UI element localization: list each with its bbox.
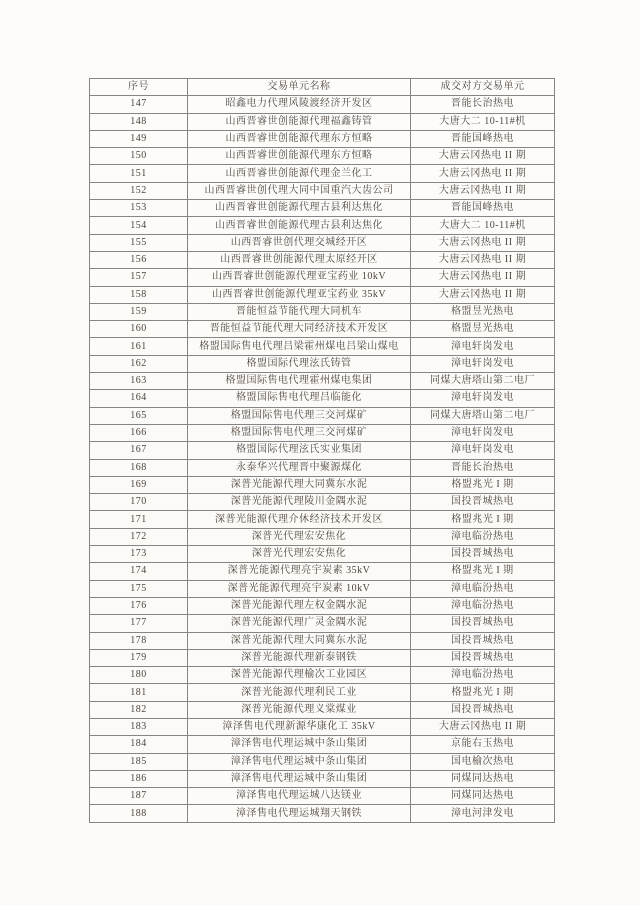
table-row: [90, 113, 555, 130]
unit-name-cell: 深普光能源代理大同冀东水泥: [188, 632, 411, 649]
counterparty-cell: 大唐云冈热电 II 期: [411, 286, 555, 303]
row-number-cell: 152: [90, 182, 188, 199]
row-number-cell: 186: [90, 770, 188, 787]
unit-name-cell: 格盟国际售电代理吕临能化: [188, 390, 411, 407]
counterparty-cell: 国投晋城热电: [411, 701, 555, 718]
table-row: [90, 511, 555, 528]
row-number-cell: 150: [90, 148, 188, 165]
table-row: [90, 424, 555, 441]
counterparty-cell: 漳电轩岗发电: [411, 338, 555, 355]
table-row: [90, 407, 555, 424]
row-number-cell: 174: [90, 563, 188, 580]
table-body: [90, 96, 555, 822]
row-number-cell: 155: [90, 234, 188, 251]
row-number-cell: 171: [90, 511, 188, 528]
table-row: [90, 805, 555, 822]
row-number-cell: 183: [90, 718, 188, 735]
row-number-cell: 175: [90, 580, 188, 597]
unit-name-cell: 山西晋睿世创能源代理东方恒略: [188, 148, 411, 165]
counterparty-cell: 漳电轩岗发电: [411, 424, 555, 441]
table-row: [90, 667, 555, 684]
table-row: [90, 753, 555, 770]
counterparty-cell: 漳电轩岗发电: [411, 390, 555, 407]
counterparty-cell: 大唐云冈热电 II 期: [411, 269, 555, 286]
row-number-cell: 181: [90, 684, 188, 701]
row-number-cell: 162: [90, 355, 188, 372]
row-number-cell: 166: [90, 424, 188, 441]
counterparty-cell: 大唐云冈热电 II 期: [411, 718, 555, 735]
unit-name-cell: 深普光能源代理新泰钢铁: [188, 649, 411, 666]
unit-name-cell: 山西晋睿世创能源代理亚宝药业 10kV: [188, 269, 411, 286]
table-row: [90, 632, 555, 649]
counterparty-cell: 格盟兆光 I 期: [411, 684, 555, 701]
counterparty-cell: 国投晋城热电: [411, 632, 555, 649]
row-number-cell: 161: [90, 338, 188, 355]
row-number-cell: 168: [90, 459, 188, 476]
counterparty-cell: 大唐云冈热电 II 期: [411, 182, 555, 199]
counterparty-cell: 漳电临汾热电: [411, 667, 555, 684]
row-number-cell: 160: [90, 321, 188, 338]
unit-name-cell: 深普光能源代理介休经济技术开发区: [188, 511, 411, 528]
table-row: [90, 528, 555, 545]
table-row: [90, 338, 555, 355]
counterparty-cell: 大唐云冈热电 II 期: [411, 165, 555, 182]
row-number-cell: 165: [90, 407, 188, 424]
counterparty-cell: 大唐云冈热电 II 期: [411, 148, 555, 165]
row-number-cell: 147: [90, 96, 188, 113]
row-number-cell: 177: [90, 615, 188, 632]
unit-name-cell: 山西晋睿世创代理大同中国重汽大齿公司: [188, 182, 411, 199]
table-row: [90, 476, 555, 493]
unit-name-cell: 山西晋睿世创能源代理亚宝药业 35kV: [188, 286, 411, 303]
unit-name-cell: 格盟国际售电代理三交河煤矿: [188, 424, 411, 441]
unit-name-cell: 漳泽售电代理运城中条山集团: [188, 736, 411, 753]
counterparty-cell: 晋能国峰热电: [411, 130, 555, 147]
unit-name-cell: 山西晋睿世创能源代理东方恒略: [188, 130, 411, 147]
row-number-cell: 179: [90, 649, 188, 666]
table-row: [90, 390, 555, 407]
row-number-cell: 163: [90, 373, 188, 390]
counterparty-cell: 大唐云冈热电 II 期: [411, 251, 555, 268]
counterparty-cell: 同煤同达热电: [411, 770, 555, 787]
table-row: [90, 615, 555, 632]
unit-name-cell: 深普光能源代理亮宇炭素 10kV: [188, 580, 411, 597]
unit-name-cell: 晋能恒益节能代理大同经济技术开发区: [188, 321, 411, 338]
table-row: [90, 649, 555, 666]
unit-name-cell: 晋能恒益节能代理大同机车: [188, 303, 411, 320]
unit-name-cell: 格盟国际售电代理三交河煤矿: [188, 407, 411, 424]
table-row: [90, 788, 555, 805]
counterparty-cell: 格盟兆光 I 期: [411, 511, 555, 528]
unit-name-cell: 漳泽售电代理新源华康化工 35kV: [188, 718, 411, 735]
row-number-cell: 157: [90, 269, 188, 286]
unit-name-cell: 格盟国际代理泫氏实业集团: [188, 442, 411, 459]
unit-name-cell: 深普光能源代理利民工业: [188, 684, 411, 701]
column-header-serial-number: 序号: [90, 79, 188, 96]
table-row: [90, 459, 555, 476]
table-row: [90, 701, 555, 718]
table-row: [90, 251, 555, 268]
row-number-cell: 153: [90, 200, 188, 217]
table-row: [90, 130, 555, 147]
counterparty-cell: 漳电临汾热电: [411, 580, 555, 597]
table-row: [90, 563, 555, 580]
counterparty-cell: 京能右玉热电: [411, 736, 555, 753]
row-number-cell: 184: [90, 736, 188, 753]
table-row: [90, 597, 555, 614]
table-row: [90, 736, 555, 753]
row-number-cell: 178: [90, 632, 188, 649]
counterparty-cell: 晋能长治热电: [411, 459, 555, 476]
unit-name-cell: 山西晋睿世创能源代理太原经开区: [188, 251, 411, 268]
unit-name-cell: 山西晋睿世创能源代理福鑫铸管: [188, 113, 411, 130]
row-number-cell: 188: [90, 805, 188, 822]
table-row: [90, 96, 555, 113]
row-number-cell: 172: [90, 528, 188, 545]
unit-name-cell: 山西晋睿世创代理交城经开区: [188, 234, 411, 251]
counterparty-cell: 格盟昱光热电: [411, 321, 555, 338]
unit-name-cell: 山西晋睿世创能源代理古县利达焦化: [188, 200, 411, 217]
unit-name-cell: 深普光代理宏安焦化: [188, 546, 411, 563]
counterparty-cell: 漳电轩岗发电: [411, 355, 555, 372]
table-row: [90, 442, 555, 459]
header-row: [90, 79, 555, 96]
unit-name-cell: 深普光能源代理大同冀东水泥: [188, 476, 411, 493]
counterparty-cell: 大唐大二 10-11#机: [411, 113, 555, 130]
counterparty-cell: 漳电临汾热电: [411, 597, 555, 614]
unit-name-cell: 深普光能源代理义棠煤业: [188, 701, 411, 718]
row-number-cell: 187: [90, 788, 188, 805]
unit-name-cell: 深普光能源代理榆次工业园区: [188, 667, 411, 684]
table-row: [90, 234, 555, 251]
row-number-cell: 185: [90, 753, 188, 770]
row-number-cell: 159: [90, 303, 188, 320]
row-number-cell: 158: [90, 286, 188, 303]
unit-name-cell: 漳泽售电代理运城八达镁业: [188, 788, 411, 805]
row-number-cell: 167: [90, 442, 188, 459]
table-row: [90, 494, 555, 511]
counterparty-cell: 国电榆次热电: [411, 753, 555, 770]
counterparty-cell: 格盟兆光 I 期: [411, 476, 555, 493]
row-number-cell: 148: [90, 113, 188, 130]
table-row: [90, 303, 555, 320]
table-row: [90, 200, 555, 217]
counterparty-cell: 同煤大唐塔山第二电厂: [411, 407, 555, 424]
table-row: [90, 546, 555, 563]
counterparty-cell: 格盟兆光 I 期: [411, 563, 555, 580]
table-row: [90, 321, 555, 338]
table-row: [90, 286, 555, 303]
counterparty-cell: 同煤大唐塔山第二电厂: [411, 373, 555, 390]
unit-name-cell: 格盟国际代理泫氏铸管: [188, 355, 411, 372]
unit-name-cell: 深普光能源代理左权金隅水泥: [188, 597, 411, 614]
table-row: [90, 770, 555, 787]
row-number-cell: 164: [90, 390, 188, 407]
table-row: [90, 182, 555, 199]
unit-name-cell: 漳泽售电代理运城中条山集团: [188, 770, 411, 787]
unit-name-cell: 格盟国际售电代理吕梁霍州煤电吕梁山煤电: [188, 338, 411, 355]
unit-name-cell: 漳泽售电代理运城翔天钢铁: [188, 805, 411, 822]
row-number-cell: 154: [90, 217, 188, 234]
table-row: [90, 217, 555, 234]
column-header-counterparty-unit: 成交对方交易单元: [411, 79, 555, 96]
column-header-trade-unit-name: 交易单元名称: [188, 79, 411, 96]
counterparty-cell: 国投晋城热电: [411, 615, 555, 632]
unit-name-cell: 深普光能源代理陵川金隅水泥: [188, 494, 411, 511]
counterparty-cell: 国投晋城热电: [411, 649, 555, 666]
unit-name-cell: 山西晋睿世创能源代理古县利达焦化: [188, 217, 411, 234]
counterparty-cell: 大唐大二 10-11#机: [411, 217, 555, 234]
unit-name-cell: 格盟国际售电代理霍州煤电集团: [188, 373, 411, 390]
unit-name-cell: 深普光能源代理广灵金隅水泥: [188, 615, 411, 632]
row-number-cell: 149: [90, 130, 188, 147]
table-row: [90, 269, 555, 286]
row-number-cell: 180: [90, 667, 188, 684]
unit-name-cell: 漳泽售电代理运城中条山集团: [188, 753, 411, 770]
table-row: [90, 580, 555, 597]
table-row: [90, 165, 555, 182]
counterparty-cell: 同煤同达热电: [411, 788, 555, 805]
unit-name-cell: 山西晋睿世创能源代理金兰化工: [188, 165, 411, 182]
row-number-cell: 182: [90, 701, 188, 718]
counterparty-cell: 格盟昱光热电: [411, 303, 555, 320]
row-number-cell: 151: [90, 165, 188, 182]
row-number-cell: 173: [90, 546, 188, 563]
trade-results-table: [89, 78, 555, 823]
counterparty-cell: 漳电轩岗发电: [411, 442, 555, 459]
table-row: [90, 148, 555, 165]
unit-name-cell: 永泰华兴代理晋中聚源煤化: [188, 459, 411, 476]
table-row: [90, 373, 555, 390]
unit-name-cell: 深普光代理宏安焦化: [188, 528, 411, 545]
unit-name-cell: 昭鑫电力代理风陵渡经济开发区: [188, 96, 411, 113]
row-number-cell: 170: [90, 494, 188, 511]
row-number-cell: 156: [90, 251, 188, 268]
row-number-cell: 176: [90, 597, 188, 614]
counterparty-cell: 漳电临汾热电: [411, 528, 555, 545]
counterparty-cell: 晋能国峰热电: [411, 200, 555, 217]
counterparty-cell: 国投晋城热电: [411, 494, 555, 511]
row-number-cell: 169: [90, 476, 188, 493]
table-row: [90, 355, 555, 372]
counterparty-cell: 大唐云冈热电 II 期: [411, 234, 555, 251]
counterparty-cell: 漳电河津发电: [411, 805, 555, 822]
counterparty-cell: 晋能长治热电: [411, 96, 555, 113]
table-row: [90, 684, 555, 701]
counterparty-cell: 国投晋城热电: [411, 546, 555, 563]
unit-name-cell: 深普光能源代理亮宇炭素 35kV: [188, 563, 411, 580]
table-row: [90, 718, 555, 735]
